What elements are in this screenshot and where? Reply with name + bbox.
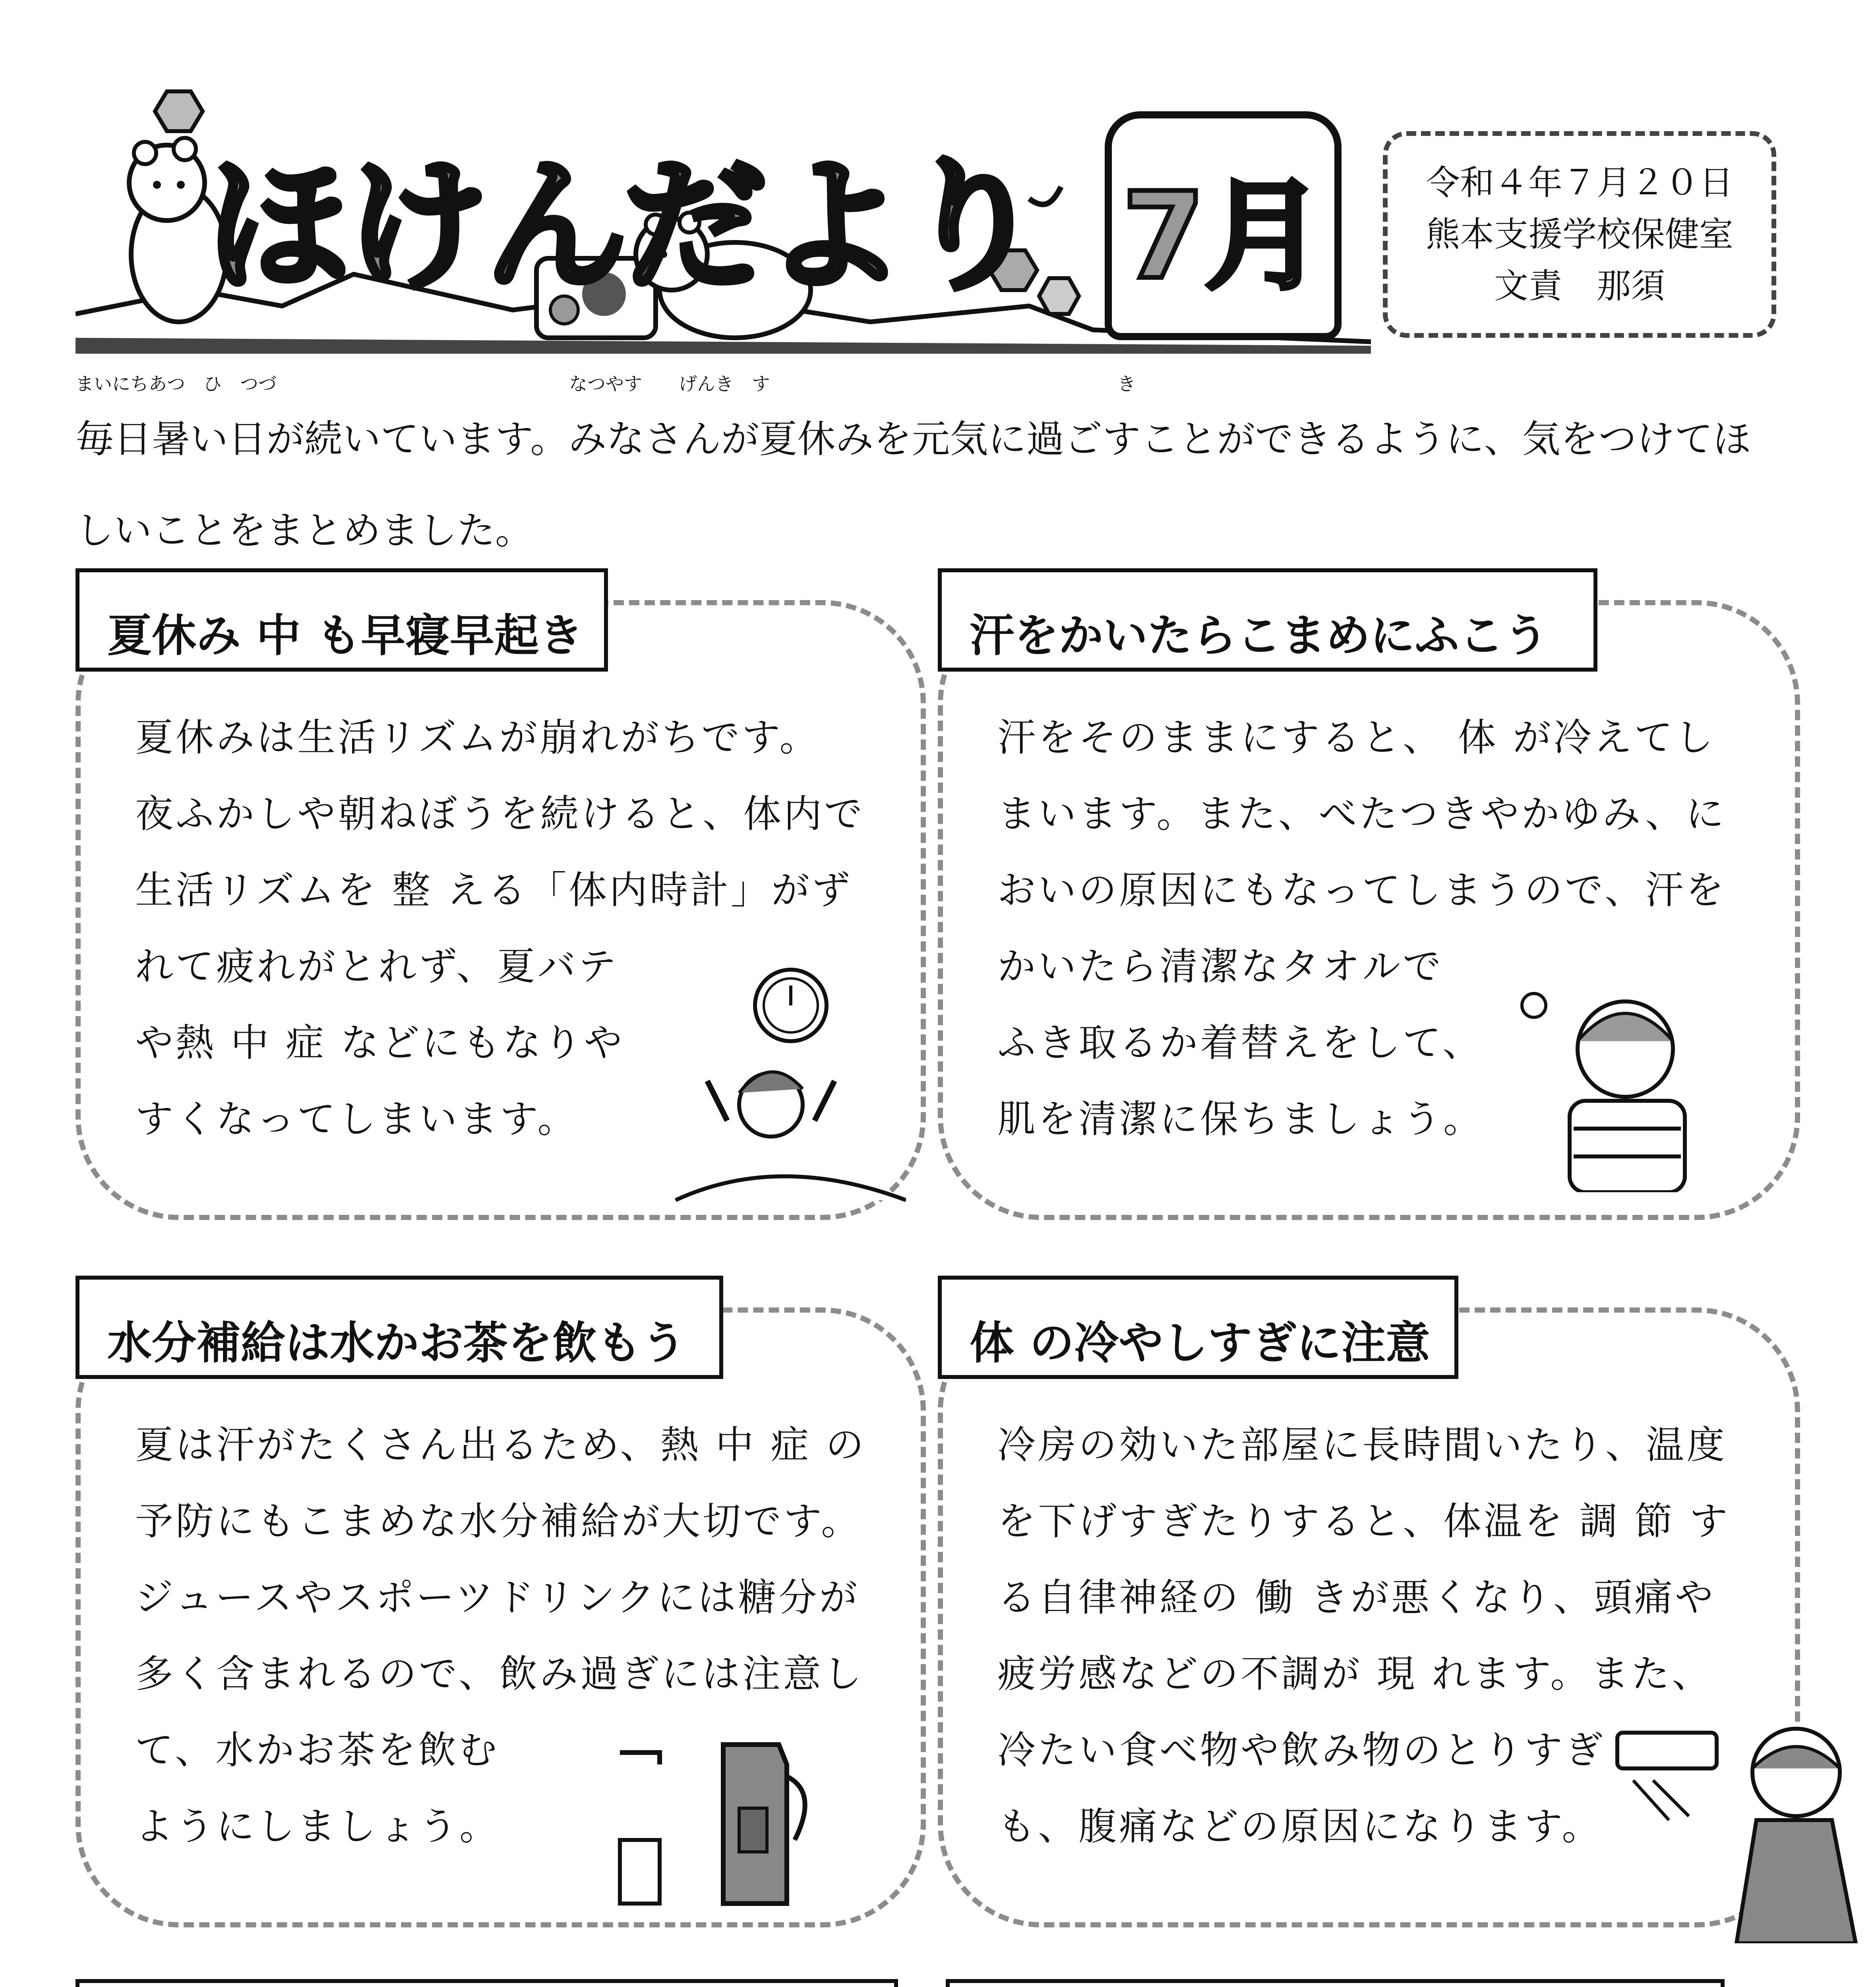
intro-ruby: まいにちあつ ひ つづ なつやす げんき す き [76,373,1136,395]
section-title [938,1276,1458,1379]
section-body: 夏休みは生活リズムが崩れがちです。 夜ふかしや朝ねぼうを続けると、体内で 生活リズムを 整 える「体内時計」がず れて疲れがとれず、夏バテ や熱 中 症 などにもなりや すくなってしまいます。 [135,715,865,1141]
section-title [946,1979,1725,1987]
section-title [938,568,1597,672]
section-title-text: 汗をかいたらこまめにふこう [970,610,1548,662]
month-badge [1105,111,1342,340]
section-title-text: 体 の冷やしすぎに注意 [970,1317,1430,1369]
section-body: 夏は汗がたくさん出るため、熱 中 症 の 予防にもこまめな水分補給が大切です。 ジュースやスポーツドリンクには糖分が 多く含まれるので、飲み過ぎには注意し て、水かお茶を飲む ようにしましょう。 [135,1423,866,1849]
section-title-text: 水分補給は水かお茶を飲もう [107,1317,686,1369]
section-title [76,568,608,672]
girl-wiping-sweat-icon [1510,970,1733,1192]
section-body: 汗をそのままにすると、 体 が冷えてし まいます。また、べたつきやかゆみ、に おいの原因にもなってしまうので、汗を かいたら清潔なタオルで ふき取るか着替えをして、 肌を清潔に保ちましょう。 [997,715,1727,1141]
intro-line-2: しいことをまとめました。 [76,508,533,553]
section-title-text: 夏休み 中 も早寝早起き [107,610,583,662]
water-pitcher-icon [604,1713,827,1911]
newsletter-header [76,68,1371,354]
issue-info-box [1383,131,1776,338]
boy-waking-up-icon [660,962,906,1208]
school-name: 熊本支援学校保健室 [1426,215,1733,254]
newsletter-title: ほけんだより [207,143,1041,310]
month-label: 7月 [1122,167,1324,306]
issue-date: 令和４年７月２０日 [1426,163,1733,203]
cold-air-conditioner-icon [1609,1721,1864,1943]
intro-paragraph [76,393,1824,576]
author: 文責 那須 [1494,266,1665,306]
intro-line-1: 毎日暑い日が続いています。みなさんが夏休みを元気に過ごすことができるように、気をつけてほ [76,417,1751,461]
section-body: 冷房の効いた部屋に長時間いたり、温度 を下げすぎたりすると、体温を 調 節 す る自律神経の 働 きが悪くなり、頭痛や 疲労感などの不調が 現 れます。また、 冷たい食べ物や飲み物のとりすぎ も、腹痛などの原因になります。 [997,1423,1730,1849]
section-title [76,1979,898,1987]
section-title [76,1276,723,1379]
